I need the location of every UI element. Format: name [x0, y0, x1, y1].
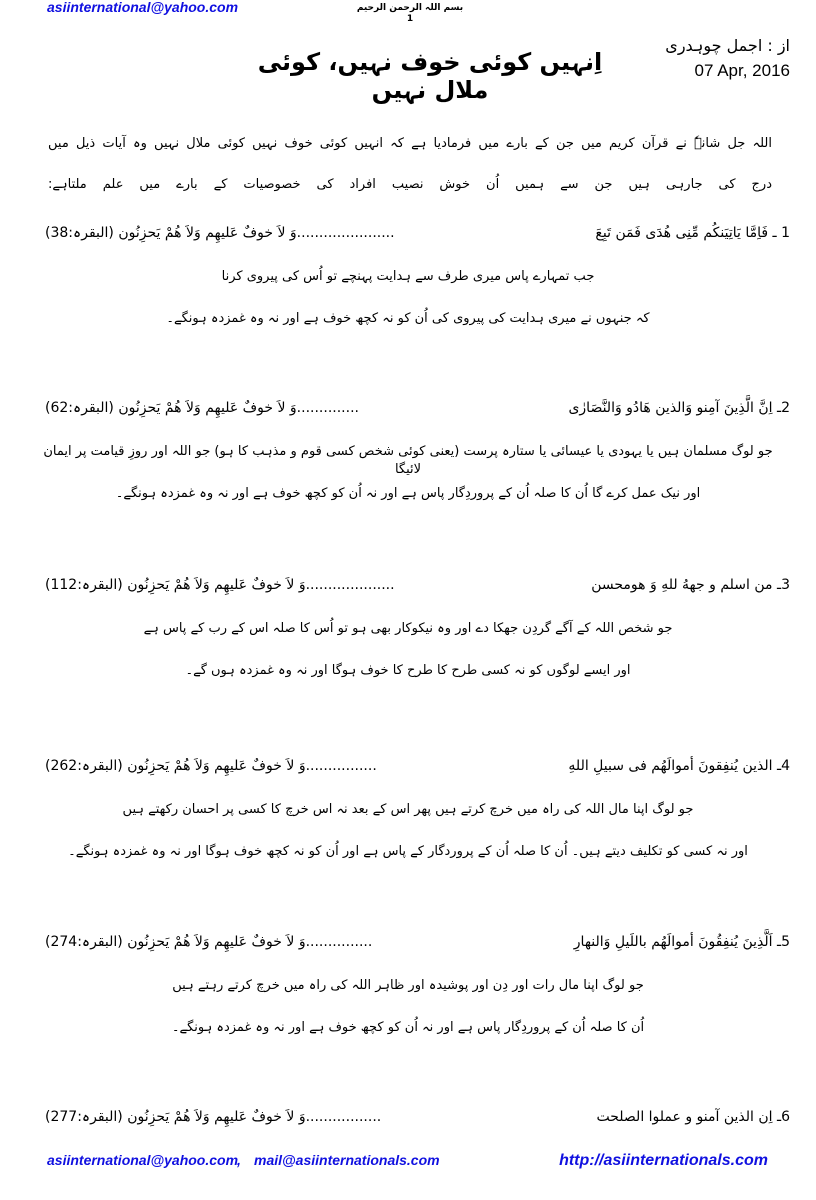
verse-number: 4ـ	[776, 758, 790, 774]
verse-translation-line: اور ایسے لوگوں کو نہ کسی طرح کا طرح کا خوف ہوگا اور نہ وہ غمزدہ ہوں گے۔	[185, 663, 631, 678]
verse-part-1: الذین یُنفِقونَ أموالَھُم فی سبیلِ اللهِ	[568, 758, 773, 774]
verse-part-1: اِن الذین آمنو و عملوا الصلحت	[596, 1109, 773, 1125]
verse-start	[568, 756, 790, 776]
verse-part-1: فَاِمَّا یَاتِیَنکُم مِّنِی ھُدَی فَمَن تَبِعَ	[595, 225, 769, 241]
verse-part-2: وَ لاَ خوفٌ عَلیھِم وَلاَ ھُمْ یَحزِنُون	[127, 934, 306, 950]
intro-line-1: اللہ جل شانہٗ نے قرآن کریم میں جن کے بارے میں فرمادیا ہے کہ انہیں کوئی خوف نہیں کوئی ملال نہیں وہ آیات ذیل میں	[48, 136, 772, 151]
verse-dots: ...............	[305, 934, 373, 950]
verse-dots: ....................	[305, 577, 395, 593]
verse-number: 5ـ	[776, 934, 790, 950]
verse-reference: (البقرہ:274)	[45, 934, 123, 950]
verse-line	[45, 1107, 790, 1127]
verse-part-2: وَ لاَ خوفٌ عَلیھِم وَلاَ ھُمْ یَحزِنُون	[118, 400, 297, 416]
verse-end	[45, 1107, 381, 1127]
date: 07 Apr, 2016	[694, 61, 790, 80]
intro-line-2: درج کی جارہی ہیں جن سے ہمیں اُن خوش نصیب افراد کی خصوصیات کے بارے میں علم ملتاہے:	[48, 177, 772, 192]
author: از : اجمل چوہدری	[665, 36, 790, 55]
verse-end	[45, 932, 372, 952]
verse-number: 6ـ	[776, 1109, 790, 1125]
verse-end	[45, 575, 395, 595]
verse-translation-line: اور نہ کسی کو تکلیف دیتے ہیں۔ اُن کا صلہ اُن کے پروردگار کے پاس ہے اور اُن کو نہ کچھ خوف ہوگا اور نہ وہ غمزدہ ہونگے۔	[68, 844, 748, 859]
verse-dots: ......................	[296, 225, 395, 241]
verse-part-1: اَلَّذِینَ یُنفِقُونَ أموالَھُم باللَیلِ وَالنھارِ	[573, 934, 773, 950]
verse-part-2: وَ لاَ خوفٌ عَلیھِم وَلاَ ھُمْ یَحزِنُون	[127, 758, 306, 774]
verse-translation-line: اور نیک عمل کرے گا اُن کا صلہ اُن کے پروردِگار پاس ہے اور نہ اُن کو کچھ خوف ہے اور نہ وہ غمزدہ ہونگے۔	[115, 486, 701, 501]
verse-line	[45, 756, 790, 776]
verse-line	[45, 575, 790, 595]
verse-start	[568, 398, 790, 418]
footer-email-1[interactable]: asiinternational@yahoo.com	[47, 1152, 239, 1168]
header-email-link[interactable]: asiinternational@yahoo.com	[47, 0, 239, 15]
verse-dots: .................	[305, 1109, 382, 1125]
verse-end	[45, 398, 359, 418]
verse-translation-line: جب تمہارے پاس میری طرف سے ہدایت پہنچے تو اُس کی پیروی کرنا	[221, 269, 595, 284]
verse-start	[591, 575, 790, 595]
page-number: 1	[406, 14, 414, 24]
footer-email-2[interactable]: mail@asiinternationals.com	[254, 1152, 440, 1168]
verse-part-2: وَ لاَ خوفٌ عَلیھِم وَلاَ ھُمْ یَحزِنُون	[127, 1109, 306, 1125]
verse-translation-line: جو لوگ اپنا مال رات اور دِن اور پوشیدہ اور ظاہر اللہ کی راہ میں خرچ کرتے رہتے ہیں	[172, 978, 644, 993]
verse-translation-line: جو لوگ اپنا مال اللہ کی راہ میں خرچ کرتے ہیں پھر اس کے بعد نہ اس خرچ کا کسی پر احسان رکھتے ہیں	[122, 802, 694, 817]
verse-reference: (البقرہ:262)	[45, 758, 123, 774]
verse-reference: (البقرہ:277)	[45, 1109, 123, 1125]
verse-translation-line: جو شخص اللہ کے آگے گردِن جھکا دے اور وہ نیکوکار بھی ہو تو اُس کا صلہ اس کے رب کے پاس ہے	[143, 621, 673, 636]
verse-dots: ................	[305, 758, 377, 774]
verse-start	[597, 1107, 791, 1127]
verse-reference: (البقرہ:62)	[45, 400, 114, 416]
verse-end	[45, 756, 377, 776]
verse-line	[45, 223, 790, 243]
verse-dots: ..............	[296, 400, 359, 416]
verse-part-1: من اسلم و جھهُ للهِ وَ ھومحسن	[591, 577, 773, 593]
verse-end	[45, 223, 395, 243]
verse-line	[45, 932, 790, 952]
verse-start	[595, 223, 790, 243]
verse-part-2: وَ لاَ خوفٌ عَلیھِم وَلاَ ھُمْ یَحزِنُون	[118, 225, 297, 241]
page-title: اِنہیں کوئی خوف نہیں، کوئی ملال نہیں	[257, 48, 603, 104]
verse-part-1: اِنَّ الَّذِینَ آمِنو وَالذین ھَادُو وَالنَّصَارٰی	[568, 400, 773, 416]
verse-number: 3ـ	[776, 577, 790, 593]
footer-website-link[interactable]: http://asiinternationals.com	[559, 1152, 768, 1169]
verse-number: 1 ـ	[772, 225, 790, 241]
verse-translation-line: اُن کا صلہ اُن کے پروردِگار پاس ہے اور نہ اُن کو کچھ خوف ہے اور نہ وہ غمزدہ ہونگے۔	[171, 1020, 645, 1035]
verse-line	[45, 398, 790, 418]
verse-start	[574, 932, 790, 952]
verse-number: 2ـ	[776, 400, 790, 416]
verse-translation-line: جو لوگ مسلمان ہیں یا یہودی یا عیسائی یا ستارہ پرست (یعنی کوئی شخص کسی قوم و مذہب کا ہو) جو اللہ اور روزِ قیامت پر ایمان لائیگا	[43, 444, 773, 477]
verse-part-2: وَ لاَ خوفٌ عَلیھِم وَلاَ ھُمْ یَحزِنُون	[127, 577, 306, 593]
footer-separator: ,	[237, 1152, 241, 1168]
bismillah	[330, 3, 490, 25]
verse-reference: (البقرہ:38)	[45, 225, 114, 241]
bismillah-text: بسم اللہ الرحمن الرحیم	[356, 3, 464, 13]
verse-reference: (البقرہ:112)	[45, 577, 123, 593]
verse-translation-line: کہ جنہوں نے میری ہدایت کی پیروی کی اُن کو نہ کچھ خوف ہے اور نہ وہ غمزدہ ہونگے۔	[166, 311, 650, 326]
